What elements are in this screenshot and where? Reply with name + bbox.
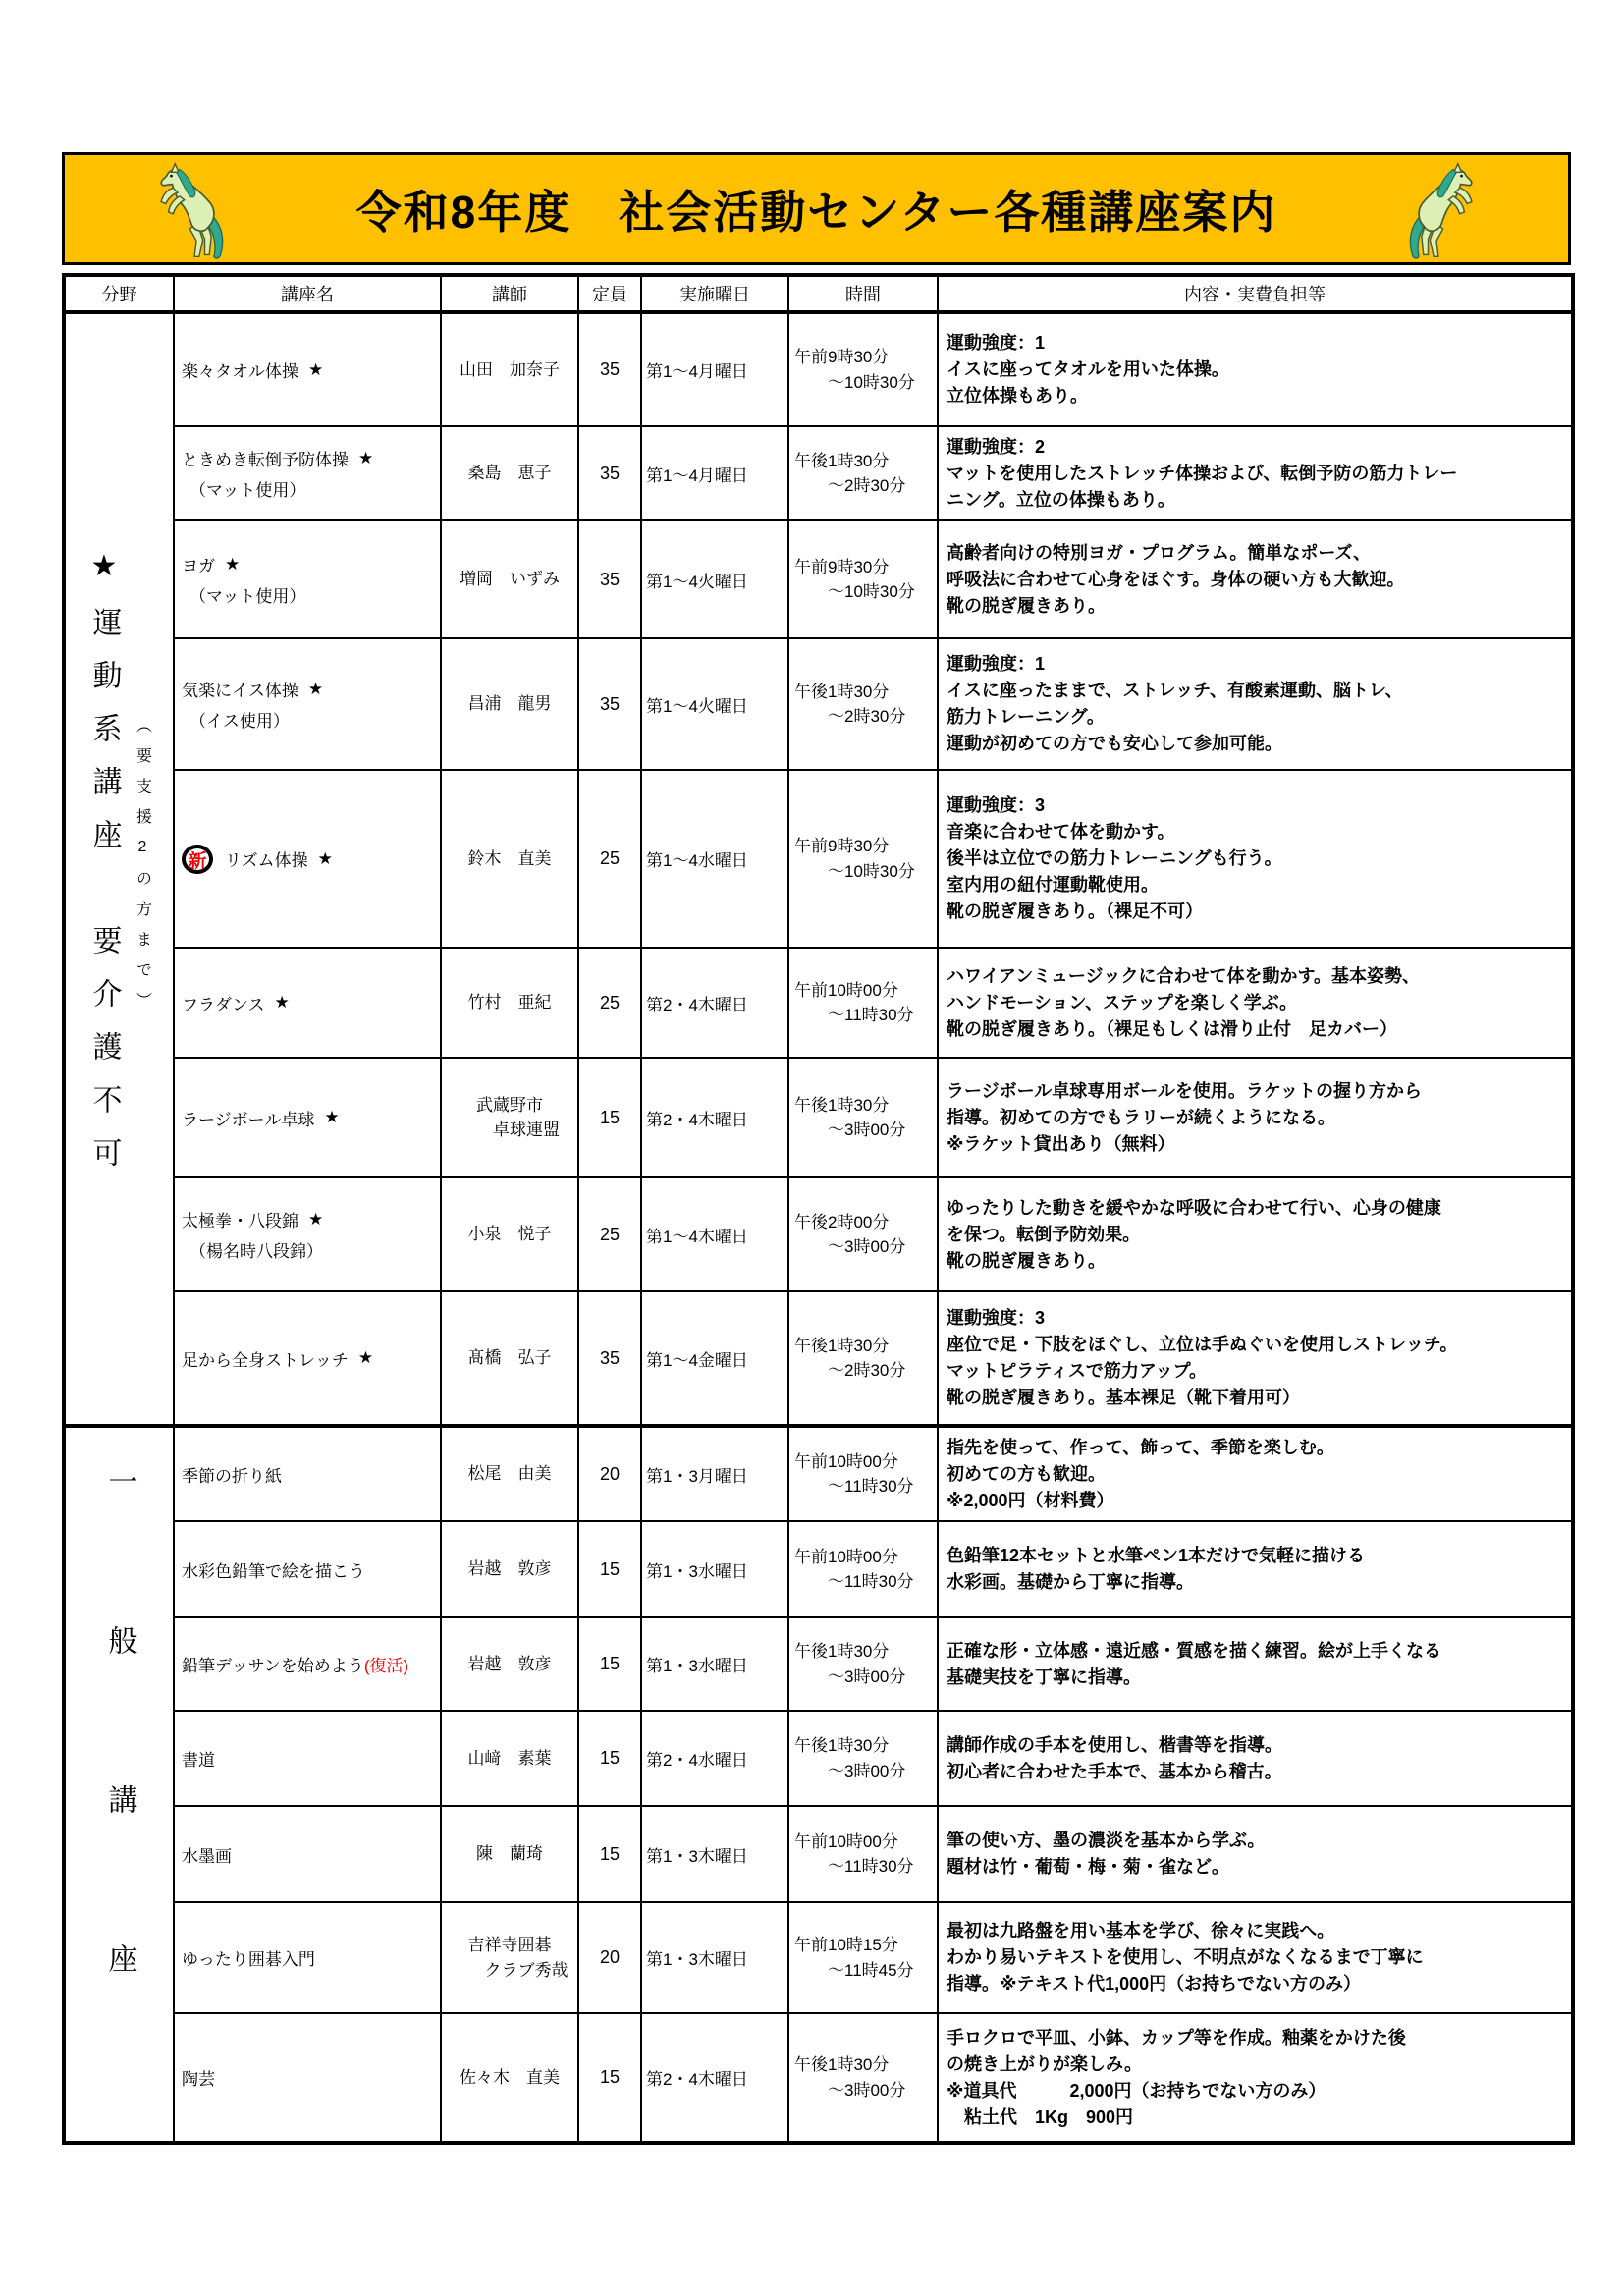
capacity-cell: 15 <box>578 1058 641 1177</box>
course-name: 水彩色鉛筆で絵を描こう <box>182 1561 365 1581</box>
table-row <box>64 1177 1573 1291</box>
rearing-horse-right-icon <box>1391 160 1482 262</box>
instructor-cell <box>441 638 578 770</box>
table-row <box>64 520 1573 638</box>
table-row <box>64 426 1573 520</box>
content-line: 座位で足・下肢をほぐし、立位は手ぬぐいを使用しストレッチ。 <box>947 1335 1458 1354</box>
content-cell <box>938 1617 1573 1711</box>
content-line: ゆったりした動きを緩やかな呼吸に合わせて行い、心身の健康 <box>947 1197 1441 1218</box>
content-line: 色鉛筆12本セットと水筆ペン1本だけで気軽に描ける <box>947 1546 1366 1565</box>
category-cell <box>64 312 174 1426</box>
instructor-cell <box>441 1711 578 1806</box>
content-line: 筆の使い方、墨の濃淡を基本から学ぶ。 <box>947 1831 1266 1850</box>
day-cell: 第1～4金曜日 <box>641 1291 788 1426</box>
day-cell: 第1・3水曜日 <box>641 1617 788 1711</box>
time-start: 午前9時30分 <box>794 348 890 366</box>
content-cell <box>938 520 1573 638</box>
course-name-cell <box>174 312 441 426</box>
time-cell <box>788 770 938 948</box>
time-end: ～10時30分 <box>828 372 915 392</box>
time-start: 午後1時30分 <box>794 1736 890 1755</box>
table-row <box>64 770 1573 948</box>
time-cell <box>788 312 938 426</box>
instructor-name: 佐々木 直美 <box>460 2067 560 2087</box>
day-cell: 第1・3木曜日 <box>641 1902 788 2013</box>
star-icon: ★ <box>307 679 324 698</box>
table-row <box>64 1426 1573 1521</box>
instructor-name: 松尾 由美 <box>467 1464 552 1484</box>
time-cell <box>788 948 938 1058</box>
category-label-wrap <box>66 549 173 1190</box>
course-name: リズム体操 <box>225 851 308 870</box>
content-line: わかり易いテキストを使用し、不明点がなくなるまで丁寧に <box>947 1947 1424 1967</box>
content-line: マットを使用したストレッチ体操および、転倒予防の筋力トレー <box>947 463 1458 483</box>
course-name: 鉛筆デッサンを始めよう <box>182 1657 364 1675</box>
day-cell: 第1～4木曜日 <box>641 1177 788 1291</box>
time-end: ～3時00分 <box>828 1121 906 1139</box>
table-row <box>64 312 1573 426</box>
time-start: 午前10時00分 <box>794 1451 898 1471</box>
instructor-cell <box>441 1291 578 1426</box>
course-name-line <box>182 357 434 382</box>
capacity-cell: 20 <box>578 1902 641 2013</box>
table-row <box>64 1291 1573 1426</box>
day-cell: 第1～4月曜日 <box>641 312 788 426</box>
day-cell: 第1・3木曜日 <box>641 1806 788 1902</box>
time-cell <box>788 1806 938 1902</box>
content-line: 靴の脱ぎ履きあり。 <box>947 1250 1106 1271</box>
column-header: 講座名 <box>174 275 441 312</box>
content-line: 呼吸法に合わせて心身をほぐす。身体の硬い方も大歓迎。 <box>947 569 1405 589</box>
content-line: 音楽に合わせて体を動かす。 <box>947 822 1175 842</box>
table-row <box>64 1806 1573 1902</box>
instructor-name: 竹村 亜紀 <box>467 993 552 1012</box>
course-name: 楽々タオル体操 <box>182 362 298 381</box>
course-name-cell <box>174 1902 441 2013</box>
table-row <box>64 1058 1573 1177</box>
course-name-line <box>182 446 434 470</box>
content-line: 最初は九路盤を用い基本を学び、徐々に実践へ。 <box>947 1921 1335 1941</box>
category-note: （要支援2の方まで） <box>134 716 151 1022</box>
instructor-name: クラブ秀哉 <box>484 1960 568 1980</box>
course-name-line <box>182 845 434 874</box>
content-line: ※道具代 2,000円（お持ちでない方のみ） <box>947 2080 1326 2101</box>
table-row <box>64 1521 1573 1617</box>
time-end: ～11時45分 <box>828 1960 914 1980</box>
time-cell <box>788 1617 938 1711</box>
time-end: ～11時30分 <box>828 1477 914 1496</box>
time-start: 午前10時00分 <box>794 1547 898 1566</box>
content-line: ※ラケット貸出あり（無料） <box>947 1133 1175 1154</box>
day-cell: 第1・3水曜日 <box>641 1521 788 1617</box>
time-start: 午後1時30分 <box>794 1642 890 1661</box>
course-name-line <box>182 677 434 701</box>
content-line: ニング。立位の体操もあり。 <box>947 489 1175 510</box>
time-cell <box>788 638 938 770</box>
course-name-line <box>182 1106 434 1130</box>
course-name-line <box>182 1462 434 1487</box>
course-name-line <box>182 1346 434 1371</box>
course-name-line <box>182 1207 434 1231</box>
table-row <box>64 948 1573 1058</box>
time-start: 午後1時30分 <box>794 451 890 470</box>
instructor-cell <box>441 1617 578 1711</box>
capacity-cell: 25 <box>578 1177 641 1291</box>
content-line: 運動強度：1 <box>947 654 1046 674</box>
category-cell <box>64 1426 174 2143</box>
instructor-name: 鈴木 直美 <box>467 848 552 868</box>
content-line: 運動が初めての方でも安心して参加可能。 <box>947 734 1282 753</box>
instructor-name: 卓球連盟 <box>493 1121 560 1139</box>
instructor-cell <box>441 1521 578 1617</box>
content-cell <box>938 1806 1573 1902</box>
time-cell <box>788 1521 938 1617</box>
time-start: 午後2時00分 <box>794 1212 890 1231</box>
content-cell <box>938 1426 1573 1521</box>
day-cell: 第2・4木曜日 <box>641 948 788 1058</box>
content-line: 手ロクロで平皿、小鉢、カップ等を作成。釉薬をかけた後 <box>947 2027 1406 2048</box>
content-line: の焼き上がりが楽しみ。 <box>947 2053 1143 2074</box>
course-name-cell <box>174 1177 441 1291</box>
time-start: 午前9時30分 <box>794 557 890 576</box>
content-line: 指先を使って、作って、飾って、季節を楽しむ。 <box>947 1437 1334 1457</box>
course-name-cell <box>174 520 441 638</box>
time-start: 午後1時30分 <box>794 2055 890 2074</box>
capacity-cell: 25 <box>578 948 641 1058</box>
course-name-line <box>182 1746 434 1771</box>
time-cell <box>788 1177 938 1291</box>
table-row <box>64 1617 1573 1711</box>
content-line: ハワイアンミュージックに合わせて体を動かす。基本姿勢、 <box>947 965 1421 986</box>
content-line: 高齢者向けの特別ヨガ・プログラム。簡単なポーズ、 <box>947 542 1371 563</box>
content-cell <box>938 948 1573 1058</box>
course-name: ゆったり囲碁入門 <box>182 1950 315 1969</box>
course-name-cell <box>174 1711 441 1806</box>
content-line: イスに座ってタオルを用いた体操。 <box>947 359 1229 379</box>
time-cell <box>788 1902 938 2013</box>
rearing-horse-left-icon <box>151 160 242 262</box>
course-name: 陶芸 <box>182 2070 215 2089</box>
course-name: 水墨画 <box>182 1846 232 1866</box>
content-cell <box>938 1177 1573 1291</box>
instructor-cell <box>441 1426 578 1521</box>
course-name-line <box>182 1945 434 1970</box>
capacity-cell: 15 <box>578 1521 641 1617</box>
star-icon: ★ <box>308 1209 324 1229</box>
content-line: 初心者に合わせた手本で、基本から稽古。 <box>947 1761 1282 1781</box>
day-cell: 第2・4木曜日 <box>641 2013 788 2143</box>
course-name-cell <box>174 1521 441 1617</box>
capacity-cell: 15 <box>578 1711 641 1806</box>
course-name-cell <box>174 426 441 520</box>
content-line: 正確な形・立体感・遠近感・質感を描く練習。絵が上手くなる <box>947 1640 1441 1661</box>
time-start: 午後1時30分 <box>794 1095 890 1115</box>
course-table <box>62 273 1575 2145</box>
course-name-cell <box>174 2013 441 2143</box>
time-end: ～3時00分 <box>828 2080 906 2100</box>
time-end: ～11時30分 <box>828 1857 914 1876</box>
day-cell: 第1～4月曜日 <box>641 426 788 520</box>
time-cell <box>788 1291 938 1426</box>
time-end: ～10時30分 <box>828 582 915 601</box>
content-line: イスに座ったままで、ストレッチ、有酸素運動、脳トレ、 <box>947 681 1403 700</box>
time-end: ～10時30分 <box>828 861 915 881</box>
time-cell <box>788 520 938 638</box>
table-row <box>64 638 1573 770</box>
content-line: 運動強度：2 <box>947 436 1046 457</box>
column-header: 内容・実費負担等 <box>938 275 1573 312</box>
capacity-cell: 15 <box>578 1806 641 1902</box>
instructor-name: 岩越 敦彦 <box>467 1559 552 1579</box>
instructor-name: 岩越 敦彦 <box>467 1654 552 1673</box>
course-name: ラージボール卓球 <box>182 1110 315 1129</box>
time-cell <box>788 1058 938 1177</box>
course-name: ヨガ <box>182 557 215 575</box>
course-name: ときめき転倒予防体操 <box>182 451 349 469</box>
course-name-line <box>182 1558 434 1582</box>
instructor-cell <box>441 770 578 948</box>
capacity-cell: 35 <box>578 312 641 426</box>
time-end: ～11時30分 <box>828 1006 914 1024</box>
content-line: 講師作成の手本を使用し、楷書等を指導。 <box>947 1734 1282 1755</box>
course-name-cell <box>174 948 441 1058</box>
course-name-cell <box>174 770 441 948</box>
content-cell <box>938 1291 1573 1426</box>
course-name-cell <box>174 1617 441 1711</box>
content-line: 指導。初めての方でもラリーが続くようになる。 <box>947 1107 1335 1127</box>
star-icon: ★ <box>358 448 374 467</box>
banner <box>62 152 1571 265</box>
time-cell <box>788 2013 938 2143</box>
course-name-cell <box>174 1291 441 1426</box>
content-line: 後半は立位での筋力トレーニングも行う。 <box>947 848 1282 868</box>
time-end: ～3時00分 <box>828 1667 906 1686</box>
course-name-line <box>182 991 434 1015</box>
time-start: 午前10時00分 <box>794 980 898 1000</box>
time-end: ～2時30分 <box>828 476 906 495</box>
content-line: 初めての方も歓迎。 <box>947 1463 1106 1484</box>
time-end: ～11時30分 <box>828 1572 914 1591</box>
content-line: 運動強度：3 <box>947 795 1046 815</box>
content-line: 靴の脱ぎ履きあり。（裸足もしくは滑り止付 足カバー） <box>947 1018 1397 1039</box>
column-header: 講師 <box>441 275 578 312</box>
star-icon: ★ <box>317 848 333 868</box>
star-icon: ★ <box>324 1108 340 1126</box>
content-cell <box>938 638 1573 770</box>
content-line: 靴の脱ぎ履きあり。基本裸足（靴下着用可） <box>947 1388 1300 1407</box>
capacity-cell: 15 <box>578 2013 641 2143</box>
course-name: 気楽にイス体操 <box>182 682 298 700</box>
time-cell <box>788 1711 938 1806</box>
content-line: 立位体操もあり。 <box>947 386 1088 406</box>
category-label-wrap <box>66 1466 173 2103</box>
content-line: 水彩画。基礎から丁寧に指導。 <box>947 1572 1194 1592</box>
content-line: マットピラティスで筋力アップ。 <box>947 1361 1208 1381</box>
content-line: 題材は竹・葡萄・梅・菊・雀など。 <box>947 1857 1229 1877</box>
course-name-cell <box>174 1058 441 1177</box>
instructor-name: 増岡 いずみ <box>460 570 560 589</box>
day-cell: 第1～4火曜日 <box>641 638 788 770</box>
content-line: を保つ。転倒予防効果。 <box>947 1224 1141 1244</box>
day-cell: 第1～4火曜日 <box>641 520 788 638</box>
column-header: 実施曜日 <box>641 275 788 312</box>
course-name-line <box>182 2065 434 2090</box>
course-name-revival: (復活) <box>363 1657 409 1675</box>
course-name-line <box>182 1842 434 1867</box>
instructor-cell <box>441 520 578 638</box>
content-cell <box>938 312 1573 426</box>
column-header: 時間 <box>788 275 938 312</box>
instructor-name: 陳 蘭琦 <box>476 1844 543 1864</box>
capacity-cell: 35 <box>578 520 641 638</box>
content-line: 運動強度：1 <box>947 333 1046 353</box>
content-line: 粘土代 1Kg 900円 <box>947 2106 1134 2127</box>
content-cell <box>938 770 1573 948</box>
day-cell: 第1～4水曜日 <box>641 770 788 948</box>
day-cell: 第2・4水曜日 <box>641 1711 788 1806</box>
capacity-cell: 35 <box>578 1291 641 1426</box>
new-badge: 新 <box>182 845 213 874</box>
content-cell <box>938 1902 1573 2013</box>
capacity-cell: 35 <box>578 426 641 520</box>
content-cell <box>938 2013 1573 2143</box>
content-line: 指導。※テキスト代1,000円（お持ちでない方のみ） <box>947 1974 1362 1994</box>
course-name-note: （イス使用） <box>189 712 290 731</box>
instructor-name: 昌浦 龍男 <box>467 694 552 714</box>
day-cell: 第2・4木曜日 <box>641 1058 788 1177</box>
category-label: 一般講座 <box>103 1466 136 2103</box>
capacity-cell: 25 <box>578 770 641 948</box>
content-line: 基礎実技を丁寧に指導。 <box>947 1667 1141 1687</box>
content-cell <box>938 1521 1573 1617</box>
table-header-row <box>64 275 1573 312</box>
instructor-name: 山田 加奈子 <box>460 359 560 379</box>
capacity-cell: 15 <box>578 1617 641 1711</box>
instructor-name: 山﨑 素葉 <box>467 1748 552 1768</box>
table-row <box>64 2013 1573 2143</box>
content-line: 筋力トレーニング。 <box>947 707 1105 727</box>
instructor-cell <box>441 1058 578 1177</box>
instructor-name: 吉祥寺囲碁 <box>467 1936 552 1954</box>
time-start: 午後1時30分 <box>794 682 890 701</box>
instructor-cell <box>441 1177 578 1291</box>
page-title: 令和8年度 社会活動センター各種講座案内 <box>355 186 1277 238</box>
capacity-cell: 20 <box>578 1426 641 1521</box>
course-name-cell <box>174 638 441 770</box>
time-end: ～3時00分 <box>828 1237 906 1256</box>
time-end: ～3時00分 <box>828 1761 906 1780</box>
content-cell <box>938 1711 1573 1806</box>
star-icon: ★ <box>308 359 324 379</box>
instructor-cell <box>441 312 578 426</box>
time-cell <box>788 426 938 520</box>
course-name-note: （マット使用） <box>189 481 306 500</box>
day-cell: 第1・3月曜日 <box>641 1426 788 1521</box>
time-end: ～2時30分 <box>828 707 906 726</box>
course-name: 太極拳・八段錦 <box>182 1212 298 1230</box>
course-name-cell <box>174 1426 441 1521</box>
instructor-name: 武蔵野市 <box>476 1095 543 1115</box>
instructor-cell <box>441 1806 578 1902</box>
instructor-name: 髙橋 弘子 <box>467 1348 552 1368</box>
star-icon: ★ <box>274 993 290 1011</box>
instructor-name: 桑島 恵子 <box>467 464 552 483</box>
instructor-cell <box>441 2013 578 2143</box>
content-line: 室内用の紐付運動靴使用。 <box>947 875 1159 895</box>
course-name: フラダンス <box>182 995 265 1014</box>
course-name: 季節の折り紙 <box>182 1466 282 1486</box>
table-row <box>64 1902 1573 2013</box>
time-start: 午前10時00分 <box>794 1831 898 1851</box>
course-name: 書道 <box>182 1751 215 1770</box>
instructor-cell <box>441 948 578 1058</box>
time-cell <box>788 1426 938 1521</box>
course-name-line <box>182 1652 434 1676</box>
instructor-cell <box>441 1902 578 2013</box>
instructor-name: 小泉 悦子 <box>467 1225 552 1244</box>
content-cell <box>938 426 1573 520</box>
content-cell <box>938 1058 1573 1177</box>
instructor-cell <box>441 426 578 520</box>
content-line: ※2,000円（材料費） <box>947 1490 1114 1510</box>
course-name: 足から全身ストレッチ <box>182 1350 349 1370</box>
time-start: 午前10時15分 <box>794 1936 898 1954</box>
table-row <box>64 1711 1573 1806</box>
star-icon: ★ <box>225 554 241 574</box>
content-line: 運動強度：3 <box>947 1308 1046 1328</box>
category-label: ★運動系講座 要介護不可 <box>87 548 121 1190</box>
column-header: 定員 <box>578 275 641 312</box>
capacity-cell: 35 <box>578 638 641 770</box>
course-name-note: （楊名時八段錦） <box>189 1242 323 1261</box>
course-name-line <box>182 552 434 576</box>
time-start: 午前9時30分 <box>794 837 890 855</box>
course-name-note: （マット使用） <box>189 587 306 606</box>
content-line: 靴の脱ぎ履きあり。（裸足不可） <box>947 902 1203 921</box>
star-icon: ★ <box>357 1348 374 1367</box>
content-line: ラージボール卓球専用ボールを使用。ラケットの握り方から <box>947 1080 1423 1101</box>
content-line: 靴の脱ぎ履きあり。 <box>947 595 1106 616</box>
content-line: ハンドモーション、ステップを楽しく学ぶ。 <box>947 992 1298 1012</box>
column-header: 分野 <box>64 275 174 312</box>
course-name-cell <box>174 1806 441 1902</box>
time-end: ～2時30分 <box>828 1361 906 1380</box>
time-start: 午後1時30分 <box>794 1336 890 1355</box>
